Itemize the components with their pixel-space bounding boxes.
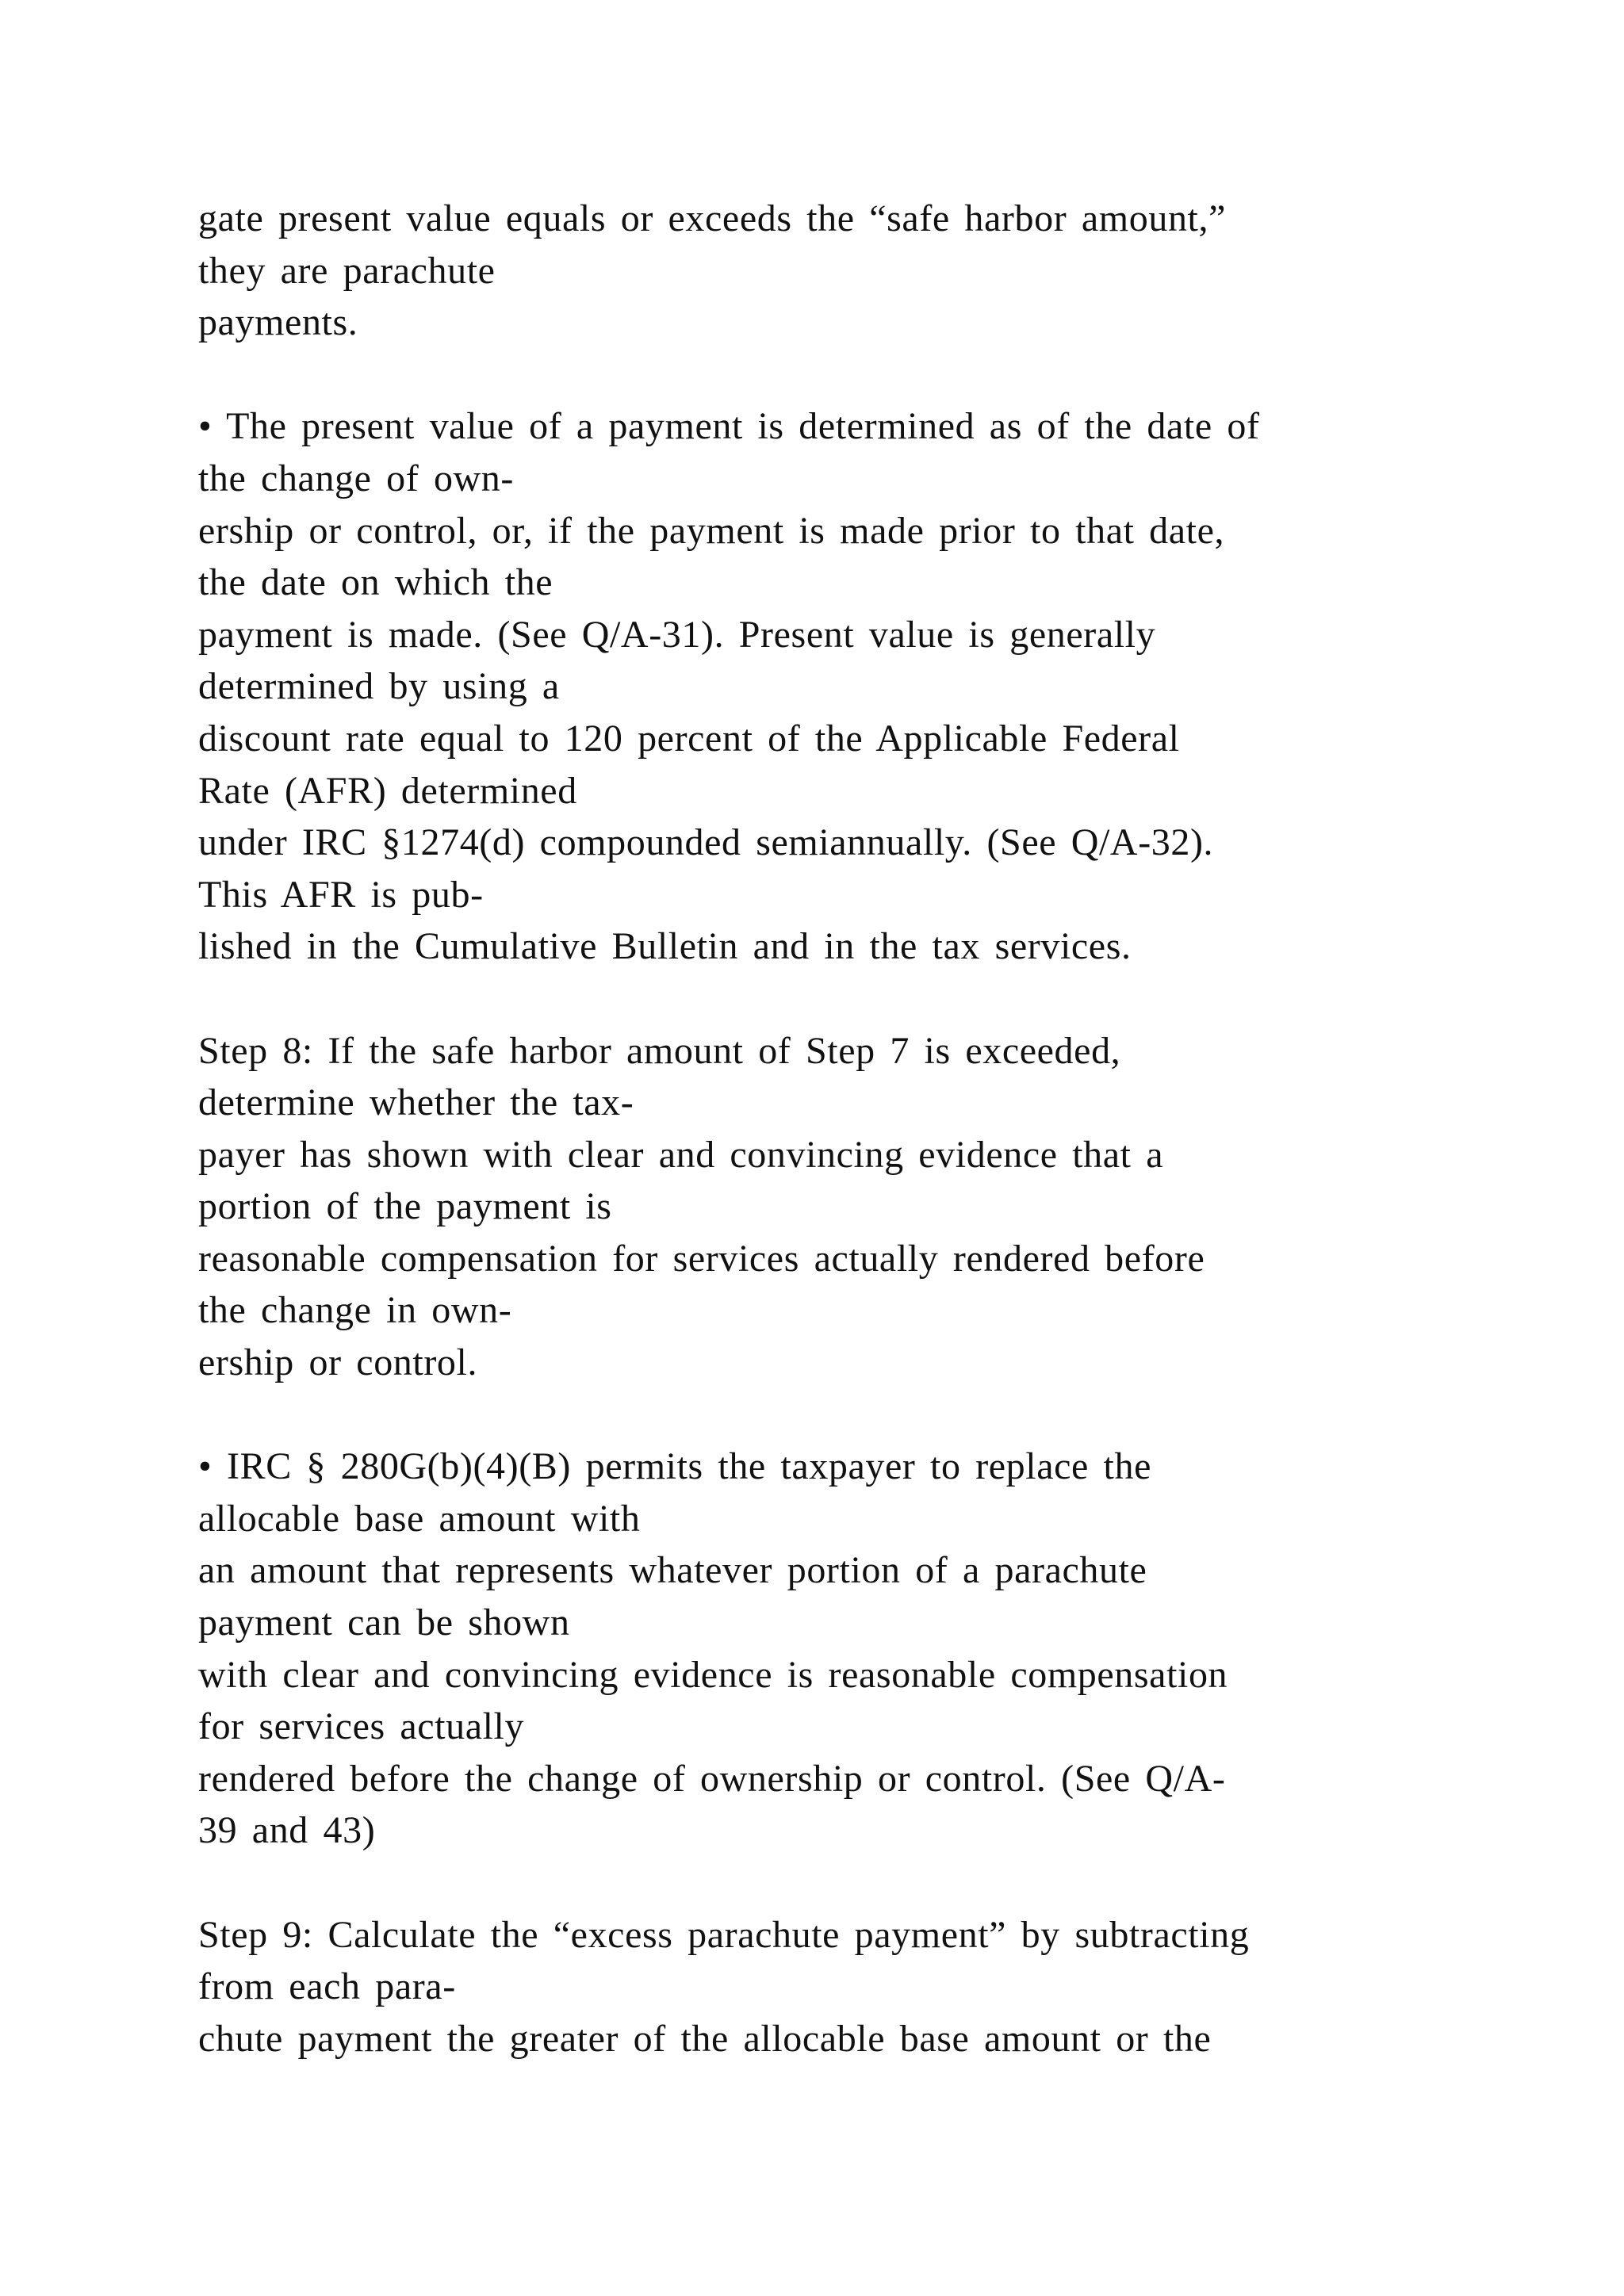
- text-line: determine whether the tax-: [198, 1081, 634, 1124]
- text-line: payments.: [198, 301, 358, 344]
- text-line: Step 9: Calculate the “excess parachute payment” by subtracting: [198, 1913, 1250, 1956]
- text-line: payer has shown with clear and convincing evidence that a: [198, 1133, 1164, 1176]
- text-line: discount rate equal to 120 percent of the Applicable Federal: [198, 717, 1180, 760]
- paragraph-spacer: [198, 349, 1499, 401]
- text-line: with clear and convincing evidence is reasonable compensation: [198, 1653, 1228, 1696]
- text-line: ership or control, or, if the payment is made prior to that date,: [198, 509, 1225, 552]
- paragraph-spacer: [198, 1389, 1499, 1441]
- text-line: chute payment the greater of the allocable base amount or the: [198, 2017, 1212, 2060]
- text-line: the date on which the: [198, 561, 553, 604]
- text-line: determined by using a: [198, 665, 560, 708]
- paragraph-spacer: [198, 973, 1499, 1025]
- text-line: Step 8: If the safe harbor amount of Step 7 is exceeded,: [198, 1029, 1121, 1072]
- text-line: lished in the Cumulative Bulletin and in the tax services.: [198, 925, 1132, 968]
- text-line: • IRC § 280G(b)(4)(B) permits the taxpayer to replace the: [198, 1445, 1151, 1488]
- text-line: under IRC §1274(d) compounded semiannually. (See Q/A-32).: [198, 821, 1214, 864]
- text-line: they are parachute: [198, 249, 496, 292]
- text-line: This AFR is pub-: [198, 873, 484, 916]
- text-line: reasonable compensation for services actually rendered before: [198, 1237, 1205, 1280]
- document-text: [198, 193, 1499, 2064]
- text-line: the change of own-: [198, 457, 514, 499]
- text-line: rendered before the change of ownership or control. (See Q/A-: [198, 1757, 1226, 1800]
- text-line: for services actually: [198, 1705, 525, 1748]
- text-line: ership or control.: [198, 1341, 478, 1384]
- text-line: gate present value equals or exceeds the “safe harbor amount,”: [198, 197, 1226, 239]
- text-line: • The present value of a payment is determined as of the date of: [198, 405, 1260, 448]
- text-line: payment can be shown: [198, 1601, 570, 1644]
- paragraph-spacer: [198, 1857, 1499, 1909]
- text-line: an amount that represents whatever portion of a parachute: [198, 1549, 1147, 1592]
- text-line: portion of the payment is: [198, 1185, 612, 1228]
- text-line: allocable base amount with: [198, 1497, 641, 1540]
- text-line: Rate (AFR) determined: [198, 769, 577, 812]
- text-line: from each para-: [198, 1965, 456, 2008]
- text-line: payment is made. (See Q/A-31). Present value is generally: [198, 613, 1156, 656]
- text-line: the change in own-: [198, 1289, 512, 1332]
- text-line: 39 and 43): [198, 1809, 376, 1852]
